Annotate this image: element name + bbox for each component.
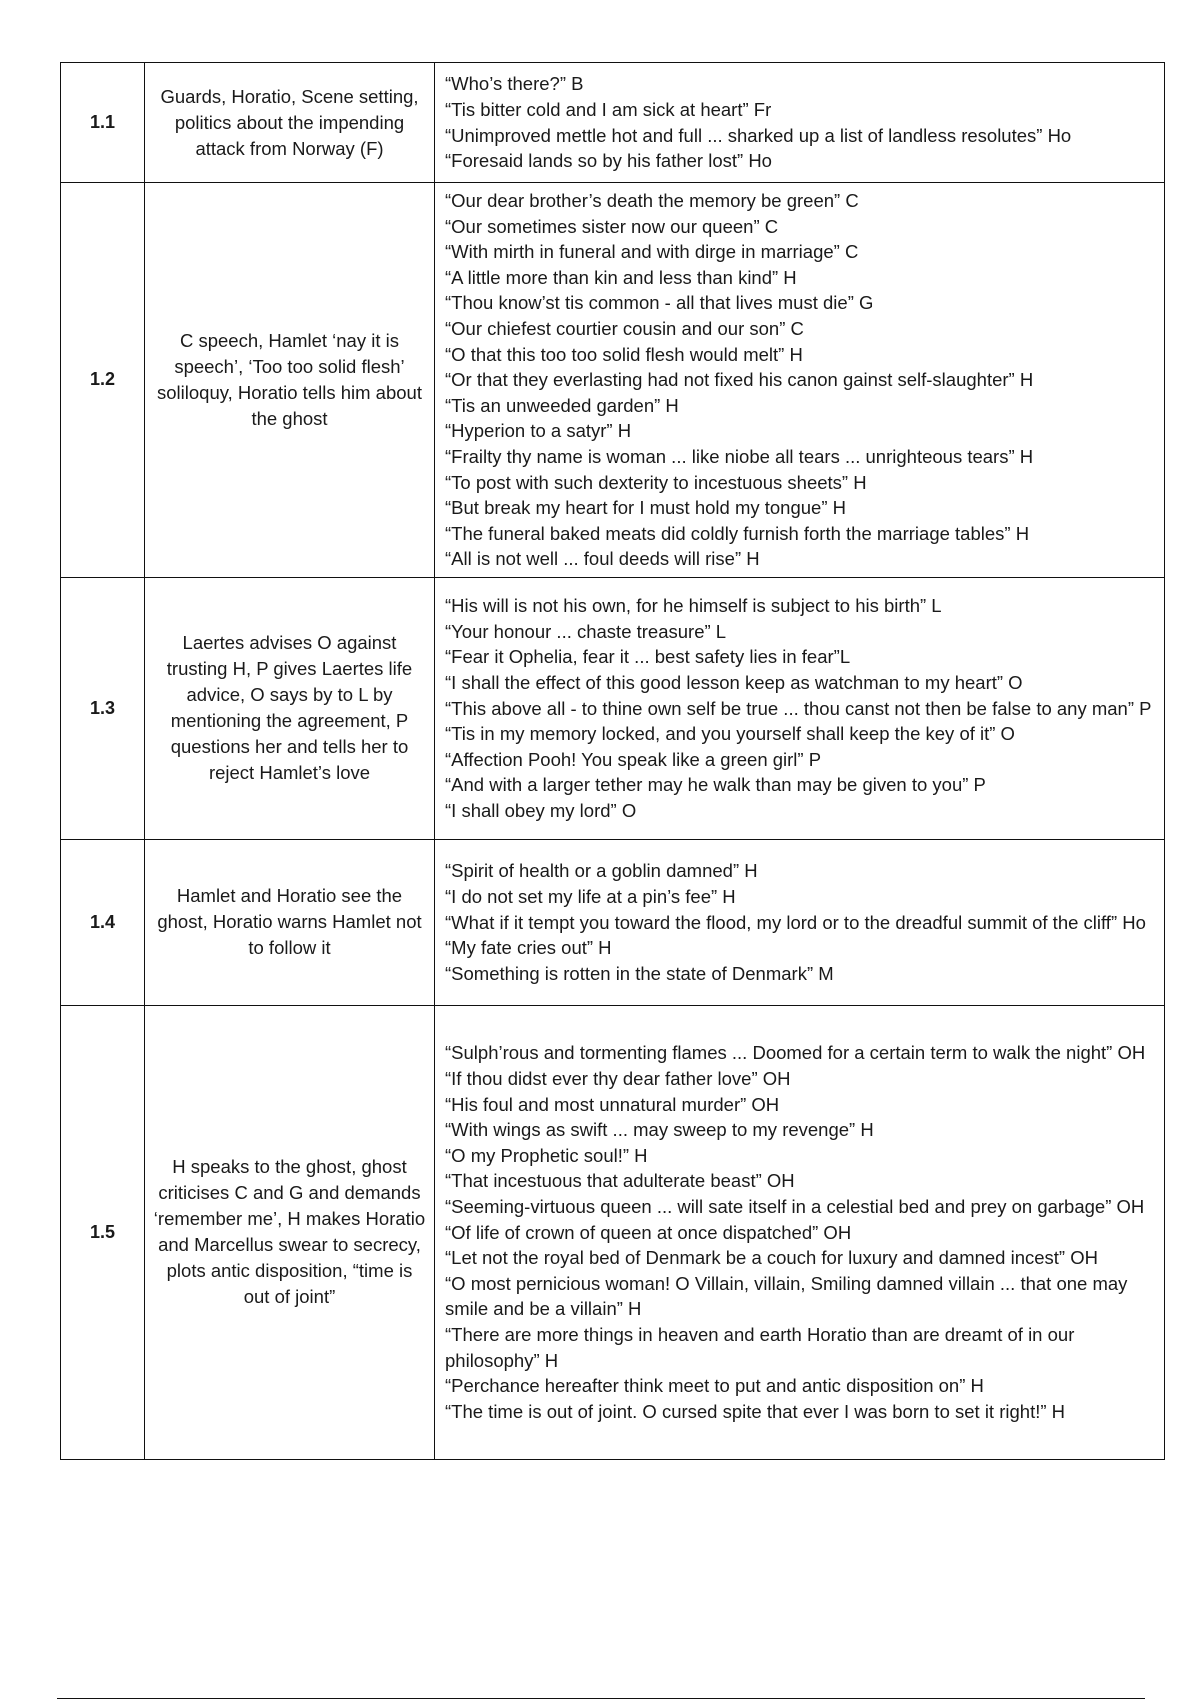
quotes-list xyxy=(435,577,1165,839)
quote-line: “I shall obey my lord” O xyxy=(445,799,637,821)
quote-line: “That incestuous that adulterate beast” OH xyxy=(445,1170,795,1192)
hamlet-act1-quote-table xyxy=(60,62,1165,1460)
quote-line: “The time is out of joint. O cursed spite that ever I was born to set it right!” H xyxy=(445,1400,1066,1422)
scene-summary: Laertes advises O against trusting H, P gives Laertes life advice, O says by to L by mentioning the agreement, P questions her and tells her to reject Hamlet’s love xyxy=(145,577,435,839)
quote-line: “Tis bitter cold and I am sick at heart” Fr xyxy=(445,98,772,120)
quote-line: “O most pernicious woman! O Villain, villain, Smiling damned villain ... that one may smile and be a villain” H xyxy=(445,1272,1128,1320)
table-row xyxy=(61,1005,1165,1459)
quote-line: “His foul and most unnatural murder” OH xyxy=(445,1093,780,1115)
quote-line: “O that this too too solid flesh would melt” H xyxy=(445,343,803,365)
quotes-list xyxy=(435,1005,1165,1459)
table-row xyxy=(61,183,1165,578)
quote-line: “His will is not his own, for he himself is subject to his birth” L xyxy=(445,595,942,617)
quote-line: “A little more than kin and less than kind” H xyxy=(445,266,797,288)
quote-line: “Thou know’st tis common - all that lives must die” G xyxy=(445,292,874,314)
quote-line: “And with a larger tether may he walk than may be given to you” P xyxy=(445,774,986,796)
scene-number: 1.1 xyxy=(61,63,145,183)
quote-line: “With mirth in funeral and with dirge in marriage” C xyxy=(445,241,859,263)
quote-line: “I shall the effect of this good lesson keep as watchman to my heart” O xyxy=(445,672,1023,694)
quote-line: “Who’s there?” B xyxy=(445,73,584,95)
quote-line: “Sulph’rous and tormenting flames ... Doomed for a certain term to walk the night” OH xyxy=(445,1042,1146,1064)
quote-line: “Of life of crown of queen at once dispatched” OH xyxy=(445,1221,852,1243)
quote-line: “There are more things in heaven and earth Horatio than are dreamt of in our philosophy” H xyxy=(445,1323,1075,1371)
quotes-list xyxy=(435,183,1165,578)
quote-line: “This above all - to thine own self be true ... thou canst not then be false to any man” P xyxy=(445,697,1152,719)
quotes-list xyxy=(435,839,1165,1005)
quote-line: “But break my heart for I must hold my tongue” H xyxy=(445,497,846,519)
scene-number: 1.3 xyxy=(61,577,145,839)
quote-line: “Or that they everlasting had not fixed his canon gainst self-slaughter” H xyxy=(445,369,1034,391)
quote-line: “If thou didst ever thy dear father love” OH xyxy=(445,1068,791,1090)
quote-line: “Tis in my memory locked, and you yourself shall keep the key of it” O xyxy=(445,723,1015,745)
quote-line: “The funeral baked meats did coldly furnish forth the marriage tables” H xyxy=(445,522,1030,544)
scene-summary: Guards, Horatio, Scene setting, politics about the impending attack from Norway (F) xyxy=(145,63,435,183)
scene-summary: Hamlet and Horatio see the ghost, Horatio warns Hamlet not to follow it xyxy=(145,839,435,1005)
quote-line: “Unimproved mettle hot and full ... sharked up a list of landless resolutes” Ho xyxy=(445,124,1072,146)
scene-number: 1.4 xyxy=(61,839,145,1005)
quote-line: “O my Prophetic soul!” H xyxy=(445,1144,648,1166)
table-body xyxy=(61,63,1165,1460)
quote-line: “All is not well ... foul deeds will rise” H xyxy=(445,548,760,570)
quote-line: “Let not the royal bed of Denmark be a couch for luxury and damned incest” OH xyxy=(445,1247,1098,1269)
quote-line: “Your honour ... chaste treasure” L xyxy=(445,620,727,642)
quote-line: “Our chiefest courtier cousin and our son” C xyxy=(445,317,804,339)
scene-summary: C speech, Hamlet ‘nay it is speech’, ‘Too too solid flesh’ soliloquy, Horatio tells him about the ghost xyxy=(145,183,435,578)
footer-divider xyxy=(57,1698,1145,1699)
quote-line: “Our sometimes sister now our queen” C xyxy=(445,215,779,237)
quote-line: “Seeming-virtuous queen ... will sate itself in a celestial bed and prey on garbage” OH xyxy=(445,1196,1145,1218)
quote-line: “Spirit of health or a goblin damned” H xyxy=(445,860,758,882)
quote-line: “Our dear brother’s death the memory be green” C xyxy=(445,190,859,211)
quote-line: “What if it tempt you toward the flood, my lord or to the dreadful summit of the cliff” Ho xyxy=(445,911,1146,933)
quotes-list xyxy=(435,63,1165,183)
quote-line: “Foresaid lands so by his father lost” Ho xyxy=(445,150,772,172)
table-row xyxy=(61,839,1165,1005)
scene-summary: H speaks to the ghost, ghost criticises C and G and demands ‘remember me’, H makes Horatio and Marcellus swear to secrecy, plots antic disposition, “time is out of joint” xyxy=(145,1005,435,1459)
quote-line: “Something is rotten in the state of Denmark” M xyxy=(445,962,834,984)
quote-line: “Fear it Ophelia, fear it ... best safety lies in fear”L xyxy=(445,646,851,668)
quote-line: “With wings as swift ... may sweep to my revenge” H xyxy=(445,1119,874,1141)
quote-line: “To post with such dexterity to incestuous sheets” H xyxy=(445,471,867,493)
quote-line: “Tis an unweeded garden” H xyxy=(445,394,679,416)
scene-number: 1.5 xyxy=(61,1005,145,1459)
table-row xyxy=(61,577,1165,839)
quote-line: “Frailty thy name is woman ... like niobe all tears ... unrighteous tears” H xyxy=(445,445,1034,467)
quote-line: “Perchance hereafter think meet to put and antic disposition on” H xyxy=(445,1375,984,1397)
quote-line: “I do not set my life at a pin’s fee” H xyxy=(445,886,736,908)
quote-line: “Hyperion to a satyr” H xyxy=(445,420,632,442)
quote-line: “My fate cries out” H xyxy=(445,937,612,959)
quote-line: “Affection Pooh! You speak like a green girl” P xyxy=(445,748,822,770)
scene-number: 1.2 xyxy=(61,183,145,578)
table-row xyxy=(61,63,1165,183)
